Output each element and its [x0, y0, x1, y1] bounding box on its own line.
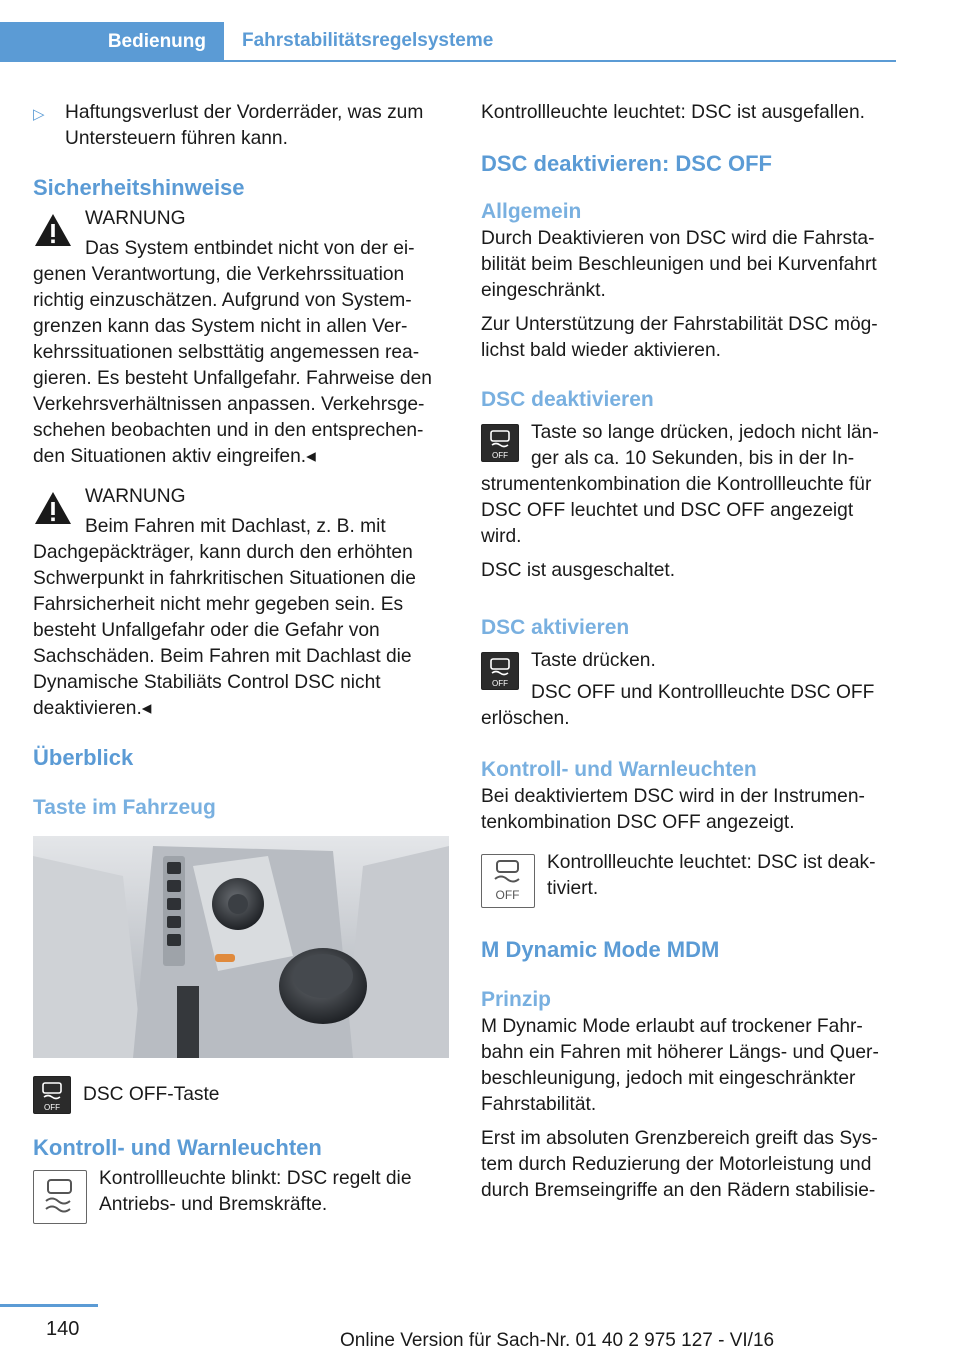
lights-row	[33, 1166, 449, 1228]
warning-triangle-icon	[33, 212, 73, 248]
dsc-off-warning-light-icon	[481, 854, 535, 908]
warning-label: WARNUNG	[85, 486, 186, 507]
paragraph: Durch Deaktivieren von DSC wird die Fahrsta-bilität beim Beschleunigen und bei Kurvenfahrt eingeschränkt.	[481, 228, 877, 301]
warning-text: Beim Fahren mit Dachlast, z. B. mit Dachgepäckträger, kann durch den erhöhten Schwerpunkt in fahrkritischen Situationen die Fahrsicherheit nicht mehr gegeben sein. Es besteht Unfallgefahr oder die Gefahr von Sachschäden. Beim Fahren mit Dachlast die Dynamische Stabiliäts Control DSC nicht deaktivieren.◂	[33, 516, 416, 719]
vehicle-console-photo	[33, 836, 449, 1058]
warning-triangle-icon	[33, 490, 73, 526]
lights-off-text: Kontrollleuchte leuchtet: DSC ist deak-tiviert.	[547, 852, 876, 899]
dsc-off-key-icon	[481, 424, 519, 462]
heading-dsc-deaktivieren: DSC deaktivieren	[481, 388, 654, 411]
paragraph: Bei deaktiviertem DSC wird in der Instrumen-tenkombination DSC OFF angezeigt.	[481, 786, 865, 833]
paragraph: Zur Unterstützung der Fahrstabilität DSC mög-lichst bald wieder aktivieren.	[481, 314, 878, 361]
online-version-note: Online Version für Sach-Nr. 01 40 2 975 127 - VI/16	[340, 1330, 775, 1351]
lights-off-row	[481, 850, 897, 912]
dsc-off-light-icon	[482, 855, 533, 906]
tab-bedienung-label: Bedienung	[107, 31, 206, 52]
heading-ueberblick: Überblick	[33, 745, 134, 770]
dsc-off-key-icon	[481, 652, 519, 690]
photo-caption: DSC OFF-Taste	[83, 1084, 220, 1105]
warning-text: Das System entbindet nicht von der ei-genen Verantwortung, die Verkehrssituation richtig einzuschätzen. Aufgrund von System-grenzen kann das System nicht in allen Ver-kehrssituationen selbsttätig angemessen rea-gieren. Es besteht Unfallgefahr. Fahrweise den Verkehrsverhältnissen anpassen. Verkehrsge-schehen beobachten und in den entsprechen-den Situationen aktiv eingreifen.◂	[33, 238, 432, 467]
heading-dsc-deaktivieren-off: DSC deaktivieren: DSC OFF	[481, 151, 772, 176]
paragraph: M Dynamic Mode erlaubt auf trockener Fahr-bahn ein Fahren mit höherer Längs- und Quer-beschleunigung, jedoch mit eingeschränkter Fahrstabilität.	[481, 1016, 879, 1115]
warning-label: WARNUNG	[85, 208, 186, 229]
heading-kontroll-warnleuchten: Kontroll- und Warnleuchten	[33, 1135, 322, 1160]
off-text: OFF	[492, 679, 508, 688]
dsc-off-key-icon	[33, 1076, 71, 1114]
bullet-text: Haftungsverlust der Vorderräder, was zum Untersteuern führen kann.	[65, 102, 424, 149]
footer-accent-line	[0, 1304, 98, 1307]
paragraph: Kontrollleuchte leuchtet: DSC ist ausgefallen.	[481, 102, 865, 123]
tab-fahrstabilitaetsregelsysteme[interactable]	[224, 22, 896, 62]
dsc-skid-icon	[34, 1171, 85, 1222]
activate-row	[481, 648, 897, 732]
heading-sicherheitshinweise: Sicherheitshinweise	[33, 175, 245, 200]
right-column	[481, 100, 897, 1212]
left-column	[33, 100, 449, 1228]
tab-fahrstabilitaet-label: Fahrstabilitätsregelsysteme	[242, 30, 494, 51]
warning-block-2	[33, 484, 449, 722]
activate-step: Taste drücken.	[531, 650, 656, 671]
paragraph: Erst im absoluten Grenzbereich greift das Sys-tem durch Reduzierung der Motorleistung und durch Bremseingriffe an den Rädern stabilisie-	[481, 1128, 878, 1201]
console-illustration	[33, 836, 449, 1058]
dsc-warning-light-icon	[33, 1170, 87, 1224]
warning-block-1	[33, 206, 449, 470]
heading-dsc-aktivieren: DSC aktivieren	[481, 616, 630, 639]
deactivate-text: Taste so lange drücken, jedoch nicht län-ger als ca. 10 Sekunden, bis in der In-strumentenkombination die Kontrollleuchte für DSC OFF leuchtet und DSC OFF angezeigt wird.	[481, 422, 879, 547]
dsc-car-icon	[482, 425, 518, 461]
heading-allgemein: Allgemein	[481, 200, 582, 223]
deactivate-row	[481, 420, 897, 550]
off-text: OFF	[495, 888, 520, 902]
tab-bedienung[interactable]	[0, 22, 224, 62]
lights-text: Kontrollleuchte blinkt: DSC regelt die Antriebs- und Bremskräfte.	[99, 1168, 412, 1215]
paragraph: DSC ist ausgeschaltet.	[481, 560, 676, 581]
dsc-car-icon	[482, 653, 518, 689]
page-number: 140	[46, 1318, 80, 1340]
heading-kontroll-warnleuchten-right: Kontroll- und Warnleuchten	[481, 758, 757, 781]
dsc-car-icon	[34, 1077, 70, 1113]
photo-caption-row	[33, 1072, 449, 1118]
heading-taste-im-fahrzeug: Taste im Fahrzeug	[33, 796, 216, 819]
heading-m-dynamic-mode: M Dynamic Mode MDM	[481, 937, 720, 962]
triangle-bullet-icon: ▷	[33, 106, 45, 123]
off-text: OFF	[492, 451, 508, 460]
activate-result: DSC OFF und Kontrollleuchte DSC OFF erlöschen.	[481, 682, 875, 729]
off-text: OFF	[44, 1103, 60, 1112]
heading-prinzip: Prinzip	[481, 988, 552, 1011]
bullet-item	[33, 100, 449, 152]
